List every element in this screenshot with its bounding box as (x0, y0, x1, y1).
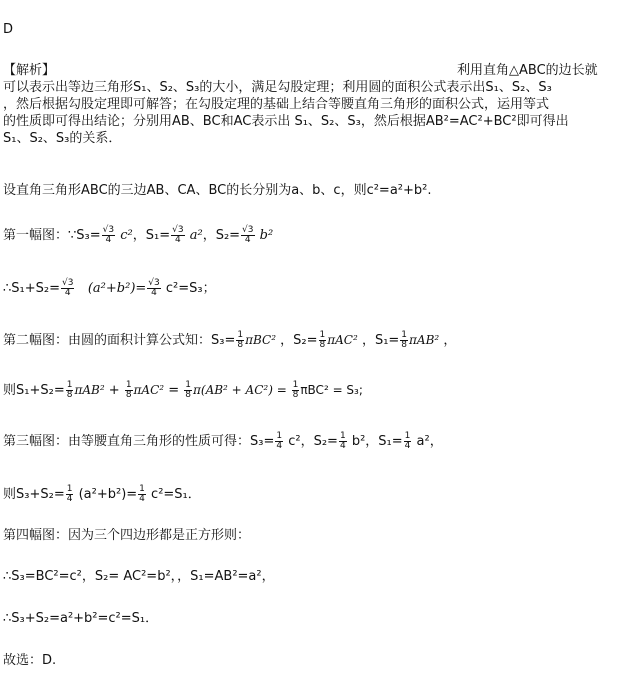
fig2-sum: 则S₁+S₂= $\frac{1}{8}$ πAB² + $\frac{1}{8}$ πAC² = $\frac{1}{8}$ π(AB² + AC²) = $\frac{1}{8}$ πBC² = S₃; (3, 380, 363, 400)
fig3-label: 第三幅图：由等腰直角三角形的性质可得：S₃= (3, 434, 275, 449)
fraction-sqrt3-over-4: $\frac{√3}{4}$ (102, 225, 115, 245)
fig2-formula: 第二幅图：由圆的面积计算公式知：S₃= $\frac{1}{8}$ πBC² ，S₂= $\frac{1}{8}$ πAC² ，S₁= $\frac{1}{8}$ πAB² ， (3, 330, 457, 350)
fig4-line-1: ∴S₃=BC²=c²，S₂= AC²=b²，，S₁=AB²=a²， (3, 569, 275, 584)
fig1-label: 第一幅图：∵S₃= (3, 228, 101, 243)
fig2-label: 第二幅图：由圆的面积计算公式知：S₃= (3, 333, 236, 348)
fig3-sum: 则S₃+S₂= $\frac{1}{4}$ (a²+b²)= $\frac{1}{4}$ c²=S₁． (3, 484, 201, 504)
fig1-sum: ∴S₁+S₂= $\frac{√3}{4}$ (a²+b²)= $\frac{√3}{4}$ c²=S₃； (3, 278, 216, 298)
final-answer: 故选：D. (3, 653, 57, 668)
analysis-line-4: 的性质即可得出结论；分别用AB、BC和AC表示出 S₁、S₂、S₃，然后根据AB²=AC²+BC²即可得出 (3, 114, 569, 129)
analysis-line-5: S₁、S₂、S₃的关系． (3, 131, 122, 146)
analysis-line-2: 可以表示出等边三角形S₁、S₂、S₃的大小，满足勾股定理；利用圆的面积公式表示出S₁、S₂、S₃ (3, 80, 552, 95)
analysis-line-3: ，然后根据勾股定理即可解答；在勾股定理的基础上结合等腰直角三角形的面积公式，运用等式 (3, 97, 550, 112)
fig4-line-2: ∴S₃+S₂=a²+b²=c²=S₁． (3, 611, 159, 626)
answer-letter: D (3, 22, 14, 37)
fig1-formula: 第一幅图：∵S₃= $\frac{√3}{4}$ c²，S₁= $\frac{√3}{4}$ a²，S₂= $\frac{√3}{4}$ b² (3, 225, 274, 245)
fig4-label: 第四幅图：因为三个四边形都是正方形则： (3, 528, 251, 543)
fig3-formula: 第三幅图：由等腰直角三角形的性质可得：S₃= $\frac{1}{4}$ c²，S₂= $\frac{1}{4}$ b²，S₁= $\frac{1}{4}$ a²， (3, 431, 443, 451)
analysis-heading: 【解析】 (3, 63, 56, 78)
analysis-line-1: 利用直角△ABC的边长就 (457, 63, 598, 78)
setup-line: 设直角三角形ABC的三边AB、CA、BC的长分别为a、b、c，则c²=a²+b². (3, 183, 432, 198)
